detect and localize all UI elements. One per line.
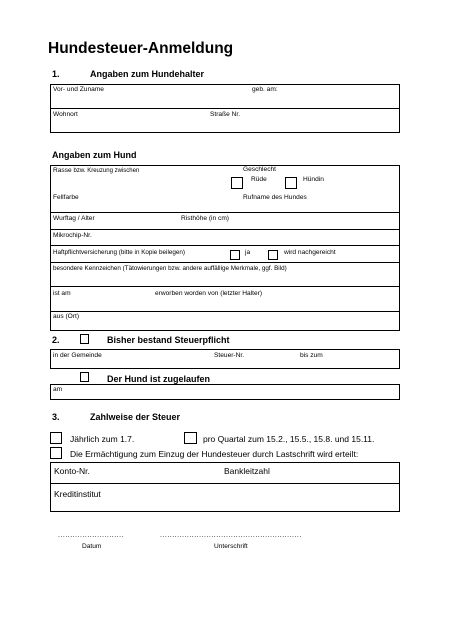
male-label: Rüde <box>251 176 267 183</box>
female-checkbox[interactable] <box>285 177 297 189</box>
stray-checkbox[interactable] <box>80 372 89 382</box>
debit-label: Die Ermächtigung zum Einzug der Hundesteuer durch Lastschrift wird erteilt: <box>70 449 359 459</box>
divider <box>51 108 399 109</box>
insurance-label: Haftpflichtversicherung (bitte in Kopie beilegen) <box>53 249 185 256</box>
litter-label: Wurftag / Alter <box>53 215 95 222</box>
residence-field[interactable] <box>90 116 200 131</box>
signature-line: .......................................................... <box>160 532 302 539</box>
divider <box>51 229 399 230</box>
callname-label: Rufname des Hundes <box>243 194 307 201</box>
insurance-later-checkbox[interactable] <box>268 250 278 260</box>
name-field[interactable] <box>120 92 240 108</box>
stray-heading: Der Hund ist zugelaufen <box>107 374 211 384</box>
stray-date-label: am <box>53 386 63 393</box>
name-label: Vor- und Zuname <box>53 86 104 93</box>
section3-number: 3. <box>52 412 60 422</box>
divider <box>51 286 399 287</box>
divider <box>51 483 399 484</box>
date-line: ........................... <box>58 532 125 539</box>
street-field[interactable] <box>250 116 390 131</box>
section2-number: 2. <box>52 335 60 345</box>
bankcode-label: Bankleitzahl <box>224 466 270 476</box>
height-label: Risthöhe (in cm) <box>181 215 230 222</box>
section3-heading: Zahlweise der Steuer <box>90 412 181 422</box>
acquired-label: erworben worden von (letzter Halter) <box>155 290 263 297</box>
birth-field[interactable] <box>290 92 390 108</box>
sex-label: Geschlecht <box>243 166 276 173</box>
street-label: Straße Nr. <box>210 111 241 118</box>
yearly-checkbox[interactable] <box>50 432 62 444</box>
divider <box>51 262 399 263</box>
insurance-yes-label: ja <box>245 249 251 256</box>
signature-label: Unterschrift <box>214 543 248 550</box>
taxno-label: Steuer-Nr. <box>214 352 245 359</box>
divider <box>51 311 399 312</box>
color-label: Fellfarbe <box>53 194 79 201</box>
divider <box>51 212 399 213</box>
insurance-yes-checkbox[interactable] <box>230 250 240 260</box>
quarterly-label: pro Quartal zum 15.2., 15.5., 15.8. und 15.11. <box>203 434 375 444</box>
from-label: aus (Ort) <box>53 313 80 320</box>
residence-label: Wohnort <box>53 111 78 118</box>
quarterly-checkbox[interactable] <box>184 432 197 444</box>
divider <box>51 245 399 246</box>
section2-heading: Bisher bestand Steuerpflicht <box>107 335 230 345</box>
marks-label: besondere Kennzeichen (Tätowierungen bzw. andere auffällige Merkmale, ggf. Bild) <box>53 265 287 272</box>
female-label: Hündin <box>303 176 324 183</box>
until-label: bis zum <box>300 352 323 359</box>
yearly-label: Jährlich zum 1.7. <box>70 434 135 444</box>
section1-number: 1. <box>52 69 60 79</box>
debit-checkbox[interactable] <box>50 447 62 459</box>
community-label: in der Gemeinde <box>53 352 102 359</box>
section1-heading: Angaben zum Hundehalter <box>90 69 205 79</box>
color-callname-field[interactable] <box>53 203 393 211</box>
dog-box <box>50 165 400 331</box>
birth-label: geb. am: <box>252 86 278 93</box>
bank-label: Kreditinstitut <box>54 489 101 499</box>
male-checkbox[interactable] <box>231 177 243 189</box>
account-label: Konto-Nr. <box>54 466 90 476</box>
breed-label: Rasse bzw. Kreuzung zwischen <box>53 167 140 174</box>
dog-heading: Angaben zum Hund <box>52 150 137 160</box>
page-title: Hundesteuer-Anmeldung <box>48 40 234 57</box>
stray-box <box>50 384 400 400</box>
insurance-later-label: wird nachgereicht <box>284 249 336 256</box>
since-label: ist am <box>53 290 71 297</box>
tax-liability-checkbox[interactable] <box>80 334 89 344</box>
date-label: Datum <box>82 543 102 550</box>
chip-label: Mikrochip-Nr. <box>53 232 92 239</box>
